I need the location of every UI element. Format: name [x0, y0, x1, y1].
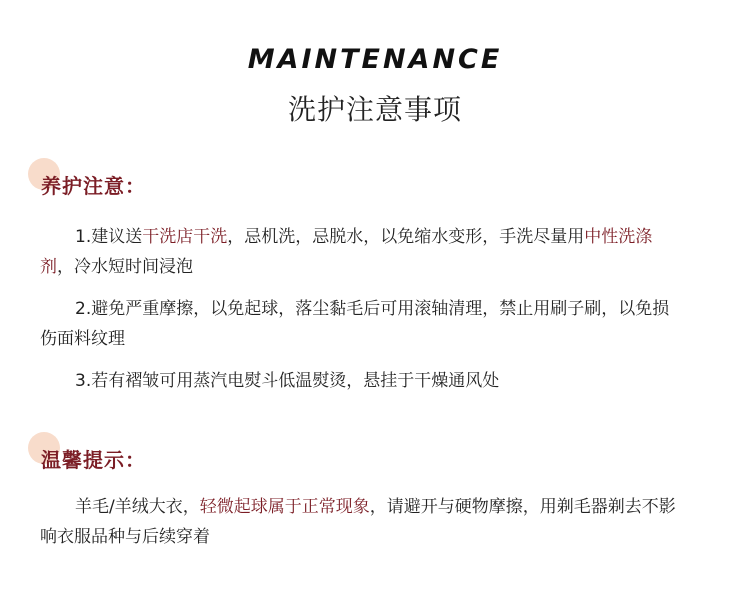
- tips-text: [40, 492, 680, 552]
- page-title: 洗护注意事项: [287, 93, 462, 126]
- tips-text-part: ，请避开与硬物摩擦，用剃毛器剃去不影响衣服品种与后续穿着: [40, 497, 676, 547]
- care-item-1-text: ，冷水短时间浸泡: [57, 257, 193, 277]
- care-item-2-text: 2.避免严重摩擦，以免起球，落尘黏毛后可用滚轴清理，禁止用刷子刷，以免损伤面料纹理: [40, 299, 670, 349]
- care-item-1-highlight-detergent: 中性洗涤剂: [40, 227, 653, 277]
- care-item-3-text: 3.若有褶皱可用蒸汽电熨斗低温熨烫，悬挂于干燥通风处: [75, 371, 500, 391]
- tips-text-part: 羊毛/羊绒大衣，: [75, 497, 200, 517]
- care-item-1-text: ，忌机洗，忌脱水，以免缩水变形，手洗尽量用: [227, 227, 585, 247]
- care-heading: 养护注意：: [41, 174, 146, 198]
- title-en: MAINTENANCE: [247, 44, 503, 75]
- care-item-1-highlight-dryclean: 干洗店干洗: [142, 227, 228, 247]
- care-item-3: [40, 366, 680, 396]
- care-item-1-text: 1.建议送: [75, 227, 143, 247]
- care-item-2: [40, 294, 680, 354]
- tips-highlight: 轻微起球属于正常现象: [199, 497, 370, 517]
- tips-heading: 温馨提示：: [41, 448, 146, 472]
- care-item-1: [40, 222, 680, 282]
